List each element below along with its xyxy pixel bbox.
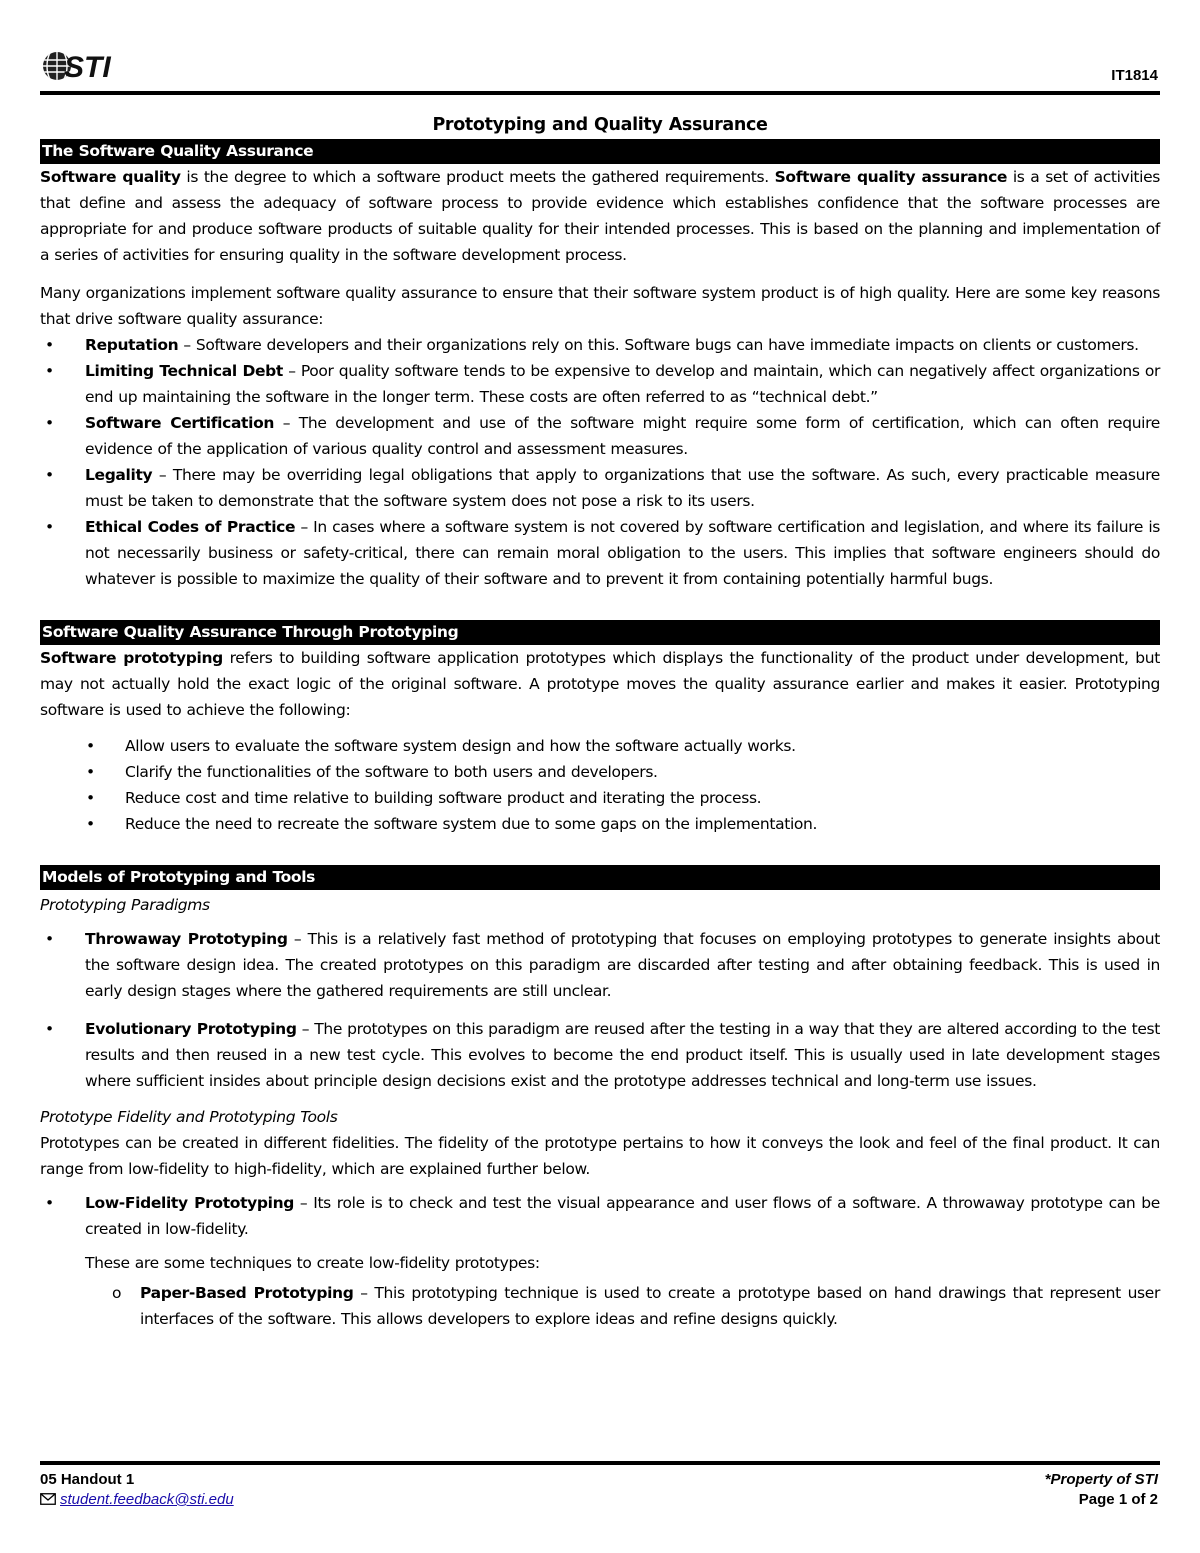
subheading-fidelity: Prototype Fidelity and Prototyping Tools (40, 1108, 338, 1126)
footer-left (40, 1470, 234, 1510)
bullet-icon: • (45, 1194, 54, 1212)
list-item (40, 1280, 1160, 1332)
sti-logo (40, 44, 130, 84)
bullet-icon: • (86, 737, 95, 755)
section-heading-models: Models of Prototyping and Tools (40, 865, 1160, 890)
list-term: Software Certification (85, 414, 275, 432)
sqa-definition-paragraph (40, 164, 1160, 268)
bullet-icon: • (45, 930, 54, 948)
bullet-icon: • (86, 789, 95, 807)
list-item (40, 410, 1160, 462)
bullet-icon: • (86, 763, 95, 781)
list-text: – Its role is to check and test the visual appearance and user flows of a software. A throwaway prototype can be created in low-fidelity. (85, 1194, 1160, 1238)
bullet-icon: • (45, 336, 54, 354)
feedback-email-link[interactable]: student.feedback@sti.edu (60, 1491, 234, 1508)
list-item (40, 759, 1160, 785)
techniques-list (40, 1280, 1160, 1332)
header-rule (40, 91, 1160, 95)
list-text: – In cases where a software system is not covered by software certification and legislation, and where its failure is not necessarily business or safety-critical, there can remain moral obligation to the users. This implies that software engineers should do whatever is possible to maximize the quality of their software and to prevent it from containing potentially harmful bugs. (85, 518, 1160, 588)
paradigms-list (40, 926, 1160, 1094)
fidelity-paragraph: Prototypes can be created in different fidelities. The fidelity of the prototype pertains to how it conveys the look and feel of the final product. It can range from low-fidelity to high-fidelity, which are explained further below. (40, 1134, 1160, 1178)
list-term: Throwaway Prototyping (85, 930, 288, 948)
paragraph-text: refers to building software application prototypes which displays the functionality of the product under development, but may not actually hold the exact logic of the original software. A prototype moves the quality assurance earlier and makes it easier. Prototyping software is used to achieve the following: (40, 649, 1160, 719)
list-term: Ethical Codes of Practice (85, 518, 296, 536)
list-item (40, 358, 1160, 410)
list-text: Clarify the functionalities of the software to both users and developers. (125, 763, 658, 781)
list-text: – This is a relatively fast method of prototyping that focuses on employing prototypes to generate insights about the software design idea. The created prototypes on this paradigm are discarded after testing and after obtaining feedback. This is used in early design stages where the gathered requirements are still unclear. (85, 930, 1160, 1000)
page-footer (40, 1470, 1160, 1530)
list-item (40, 332, 1160, 358)
reasons-list (40, 332, 1160, 592)
circle-bullet-icon: o (112, 1284, 122, 1302)
paragraph-text: is the degree to which a software product meets the gathered requirements. (180, 168, 775, 186)
bullet-icon: • (45, 1020, 54, 1038)
list-item (40, 926, 1160, 1004)
list-item (40, 1190, 1160, 1242)
bullet-icon: • (45, 414, 54, 432)
list-text: – The development and use of the software might require some form of certification, which can often require evidence of the application of various quality control and assessment measures. (85, 414, 1160, 458)
list-term: Reputation (85, 336, 179, 354)
list-text: – There may be overriding legal obligations that apply to organizations that use the software. As such, every practicable measure must be taken to demonstrate that the software system does not pose a risk to its users. (85, 466, 1160, 510)
handout-label: 05 Handout 1 (40, 1471, 135, 1488)
feedback-contact (40, 1490, 234, 1510)
list-term: Limiting Technical Debt (85, 362, 283, 380)
list-item (40, 1016, 1160, 1094)
list-text: Allow users to evaluate the software system design and how the software actually works. (125, 737, 796, 755)
list-item (40, 785, 1160, 811)
list-text: – This prototyping technique is used to create a prototype based on hand drawings that represent user interfaces of the software. This allows developers to explore ideas and refine designs quickly. (140, 1284, 1160, 1328)
section-heading-prototyping: Software Quality Assurance Through Prototyping (40, 620, 1160, 645)
subheading-paradigms: Prototyping Paradigms (40, 896, 210, 914)
fidelity-list (40, 1190, 1160, 1242)
term-sqa: Software quality assurance (774, 168, 1008, 186)
prototyping-definition-paragraph (40, 645, 1160, 723)
page-number: Page 1 of 2 (1078, 1491, 1158, 1508)
goals-list (40, 733, 1160, 837)
list-term: Low-Fidelity Prototyping (85, 1194, 295, 1212)
list-text: – Poor quality software tends to be expensive to develop and maintain, which can negatively affect organizations or end up maintaining the software in the longer term. These costs are often referred to as “technical debt.” (85, 362, 1160, 406)
list-text: – Software developers and their organizations rely on this. Software bugs can have immediate impacts on clients or customers. (178, 336, 1139, 354)
document-code: IT1814 (1111, 67, 1158, 84)
list-text: Reduce the need to recreate the software system due to some gaps on the implementation. (125, 815, 818, 833)
list-term: Paper-Based Prototyping (140, 1284, 354, 1302)
list-item (40, 811, 1160, 837)
document-title: Prototyping and Quality Assurance (432, 115, 768, 135)
property-label: *Property of STI (1044, 1471, 1158, 1488)
sqa-reasons-intro: Many organizations implement software quality assurance to ensure that their software system product is of high quality. Here are some key reasons that drive software quality assurance: (40, 284, 1160, 328)
techniques-intro: These are some techniques to create low-fidelity prototypes: (85, 1254, 540, 1272)
envelope-icon (40, 1493, 56, 1505)
list-term: Legality (85, 466, 153, 484)
list-text: Reduce cost and time relative to building software product and iterating the process. (125, 789, 762, 807)
list-text: – The prototypes on this paradigm are reused after the testing in a way that they are altered according to the test results and then reused in a new test cycle. This evolves to become the end product itself. This is usually used in late development stages where sufficient insides about principle design decisions exist and the prototype addresses technical and long-term use issues. (85, 1020, 1161, 1090)
list-item (40, 733, 1160, 759)
svg-text:STI: STI (64, 51, 111, 84)
list-item (40, 462, 1160, 514)
list-term: Evolutionary Prototyping (85, 1020, 297, 1038)
bullet-icon: • (45, 466, 54, 484)
bullet-icon: • (45, 362, 54, 380)
page-header (40, 40, 1160, 96)
footer-right (1045, 1470, 1158, 1510)
bullet-icon: • (86, 815, 95, 833)
section-heading-sqa: The Software Quality Assurance (40, 139, 1160, 164)
list-item (40, 514, 1160, 592)
paragraph-text: is a set of activities that define and assess the adequacy of software process to provide evidence which establishes confidence that the software processes are appropriate for and produce software products of suitable quality for their intended processes. This is based on the planning and implementation of a series of activities for ensuring quality in the software development process. (40, 168, 1160, 264)
term-software-quality: Software quality (40, 168, 181, 186)
document-body (40, 112, 1160, 1332)
footer-rule (40, 1461, 1160, 1465)
term-software-prototyping: Software prototyping (40, 649, 223, 667)
bullet-icon: • (45, 518, 54, 536)
